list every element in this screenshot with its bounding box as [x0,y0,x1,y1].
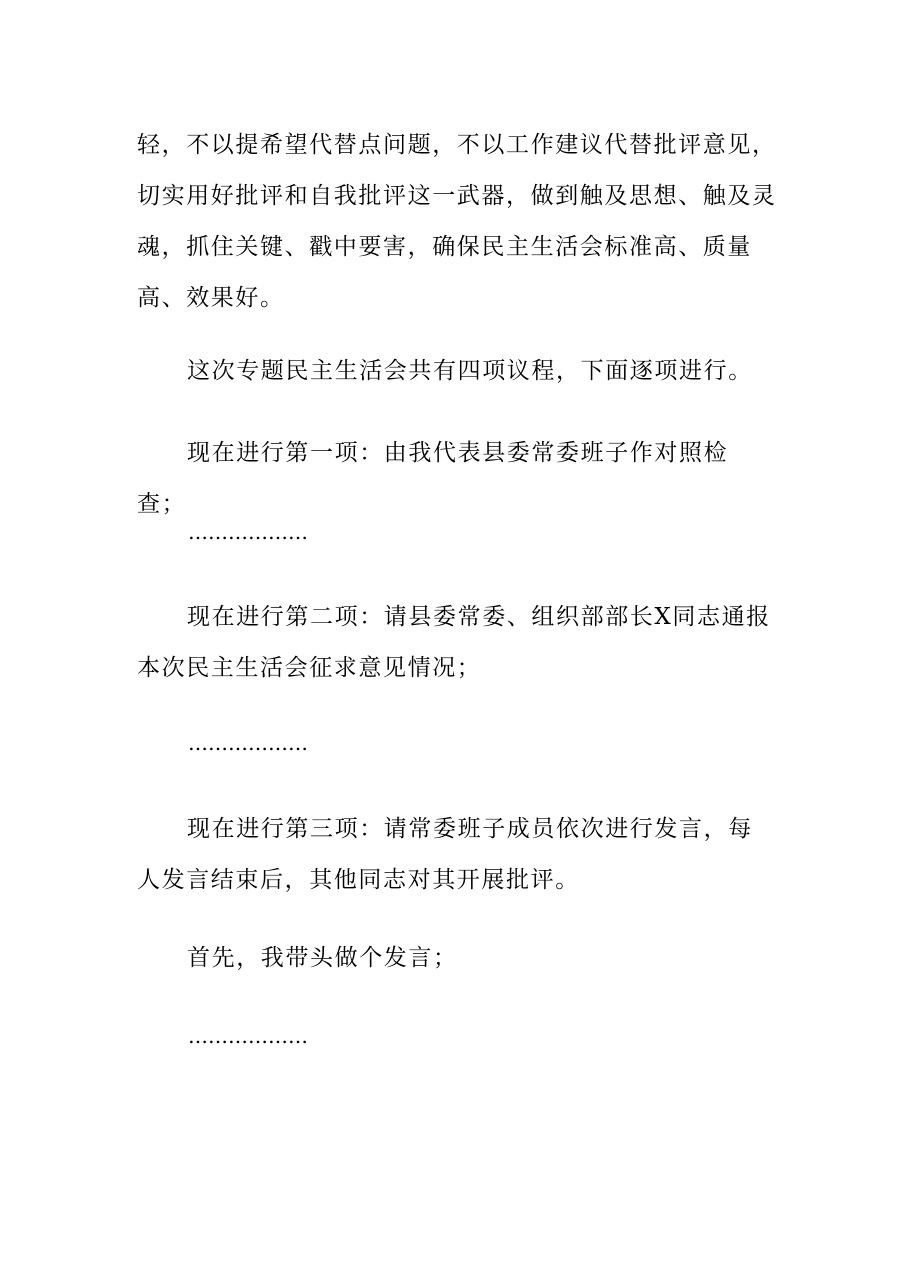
paragraph-item-one: 现在进行第一项：由我代表县委常委班子作对照检查； [137,440,729,517]
ellipsis-placeholder-1: ……………… [188,520,308,544]
paragraph-item-three: 现在进行第三项：请常委班子成员依次进行发言，每人发言结束后，其他同志对其开展批评。 [137,816,753,893]
paragraph-agenda-intro: 这次专题民主生活会共有四项议程，下面逐项进行。 [187,358,753,384]
paragraph-continuation: 轻，不以提希望代替点问题，不以工作建议代替批评意见，切实用好批评和自我批评这一武器，做到触及思想、触及灵魂，抓住关键、戳中要害，确保民主生活会标准高、质量高、效果好。 [137,132,777,311]
paragraph-first-speech: 首先，我带头做个发言； [187,945,458,971]
paragraph-item-two: 现在进行第二项：请县委常委、组织部部长X同志通报本次民主生活会征求意见情况； [137,604,771,681]
ellipsis-placeholder-2: ……………… [188,731,308,755]
ellipsis-placeholder-3: ……………… [188,1024,308,1048]
